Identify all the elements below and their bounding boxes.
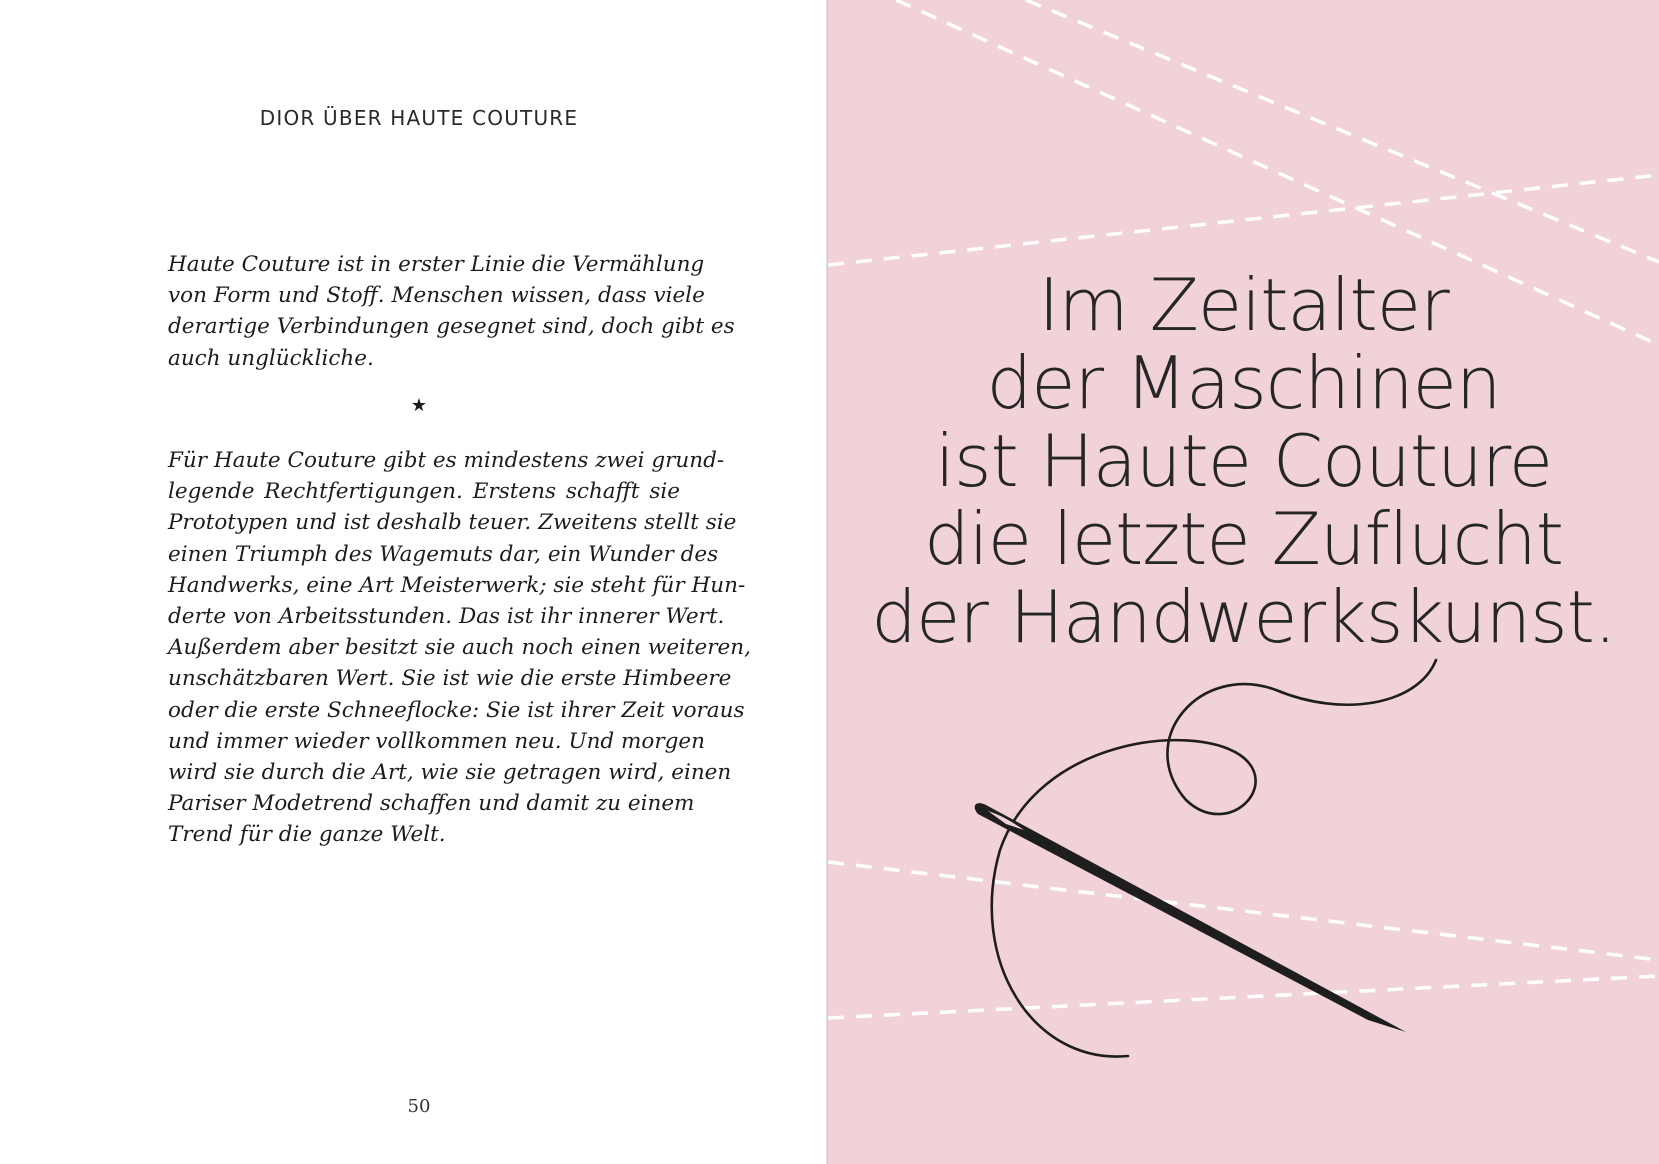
text-line: Prototypen und ist deshalb teuer. Zweitens stellt sie [168, 510, 737, 536]
running-header: DIOR ÜBER HAUTE COUTURE [259, 106, 579, 130]
right-page [828, 0, 1659, 1164]
separator-star-icon: ★ [410, 395, 428, 416]
quote-line: Im Zeitalter [1038, 263, 1449, 347]
text-line: Trend für die ganze Welt. [168, 822, 446, 848]
stitch-line-bottom-2 [828, 976, 1659, 1018]
stitch-line-diagonal-2 [1026, 0, 1659, 262]
text-line: derartige Verbindungen gesegnet sind, doch gibt es [168, 314, 735, 340]
text-line: auch unglückliche. [168, 345, 374, 371]
quote-line: der Maschinen [986, 341, 1501, 425]
text-line: Handwerks, eine Art Meisterwerk; sie steht für Hun- [168, 572, 746, 598]
needle-and-thread-icon [975, 660, 1436, 1057]
text-line: einen Triumph des Wagemuts dar, ein Wunder des [168, 541, 719, 567]
text-line: legende Rechtfertigungen. Erstens schafft sie [168, 479, 680, 505]
text-line: und immer wieder vollkommen neu. Und morgen [168, 728, 705, 754]
quote-line: ist Haute Couture [934, 419, 1553, 503]
text-line: Pariser Modetrend schaffen und damit zu einem [168, 791, 695, 817]
text-line: oder die erste Schneeflocke: Sie ist ihrer Zeit voraus [168, 697, 745, 723]
text-line: Haute Couture ist in erster Linie die Vermählung [168, 252, 705, 277]
text-line: derte von Arbeitsstunden. Das ist ihr innerer Wert. [168, 604, 725, 630]
stitch-line-top [828, 175, 1659, 265]
text-line: Außerdem aber besitzt sie auch noch einen weiteren, [168, 635, 751, 661]
text-line: Für Haute Couture gibt es mindestens zwei grund- [168, 448, 725, 473]
text-line: von Form und Stoff. Menschen wissen, dass viele [168, 283, 705, 309]
paragraph-1 [168, 249, 735, 374]
quote-line: der Handwerkskunst. [871, 575, 1616, 659]
left-page [0, 0, 826, 1164]
quote-line: die letzte Zuflucht [923, 497, 1564, 581]
pull-quote [828, 263, 1659, 659]
paragraph-2 [168, 445, 751, 851]
text-line: wird sie durch die Art, wie sie getragen wird, einen [168, 760, 732, 786]
text-line: unschätzbaren Wert. Sie ist wie die erste Himbeere [168, 666, 732, 692]
page-number: 50 [407, 1096, 431, 1117]
